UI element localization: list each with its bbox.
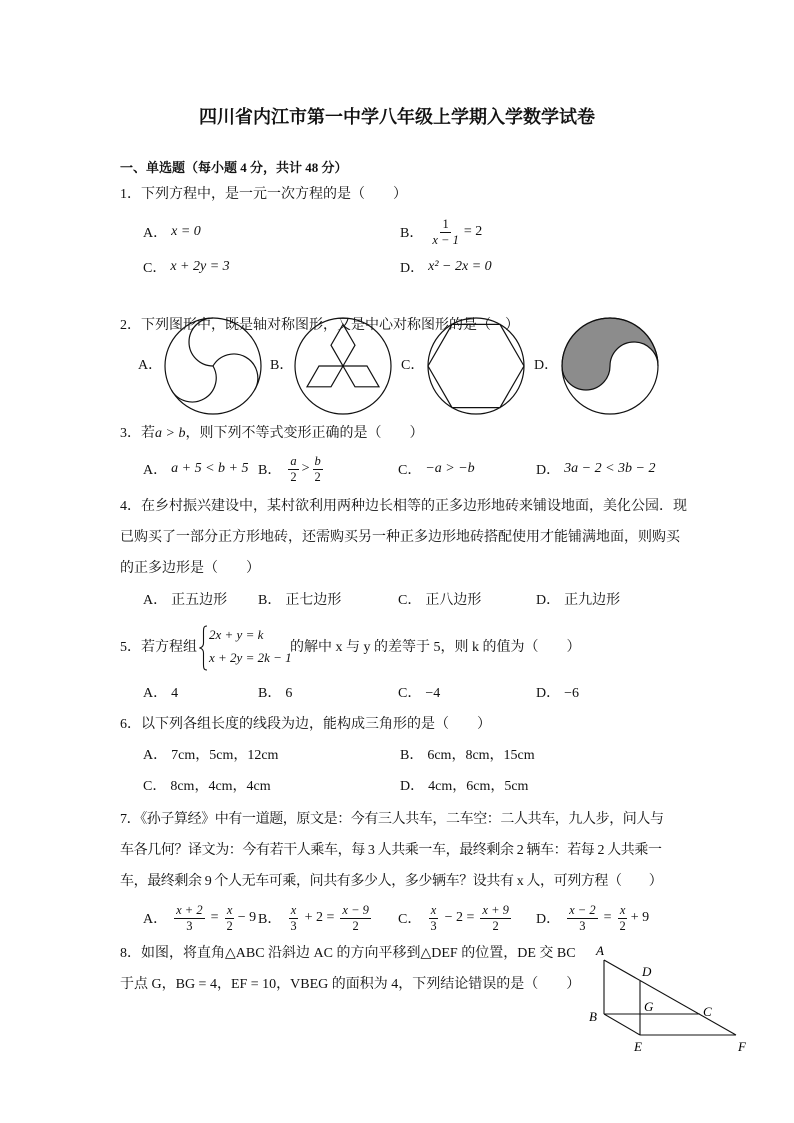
q8-stem-line: 于点 G，BG = 4，EF = 10，VBEG 的面积为 4，下列结论错误的是（ ）: [120, 977, 581, 992]
q1-option-b: [400, 214, 482, 250]
option-label: D．: [536, 912, 561, 927]
segment-be: [604, 1014, 640, 1035]
option-label: B．: [258, 593, 282, 608]
numerator: x: [226, 902, 233, 917]
q6-option-a: [143, 746, 278, 766]
numerator: a: [290, 453, 297, 468]
segment-af: [604, 960, 736, 1035]
q1-stem: 1．下列方程中，是一元一次方程的是（ ）: [120, 187, 407, 202]
q7-option-d: [536, 900, 649, 936]
option-label: A．: [143, 463, 168, 478]
stem-math: a > b: [155, 426, 186, 441]
brace-icon: [199, 625, 208, 671]
option-label: B．: [258, 463, 282, 478]
q4-option-c: [398, 591, 481, 611]
option-label: A．: [143, 593, 168, 608]
q8-stem-line: 8．如图，将直角△ABC 沿斜边 AC 的方向平移到△DEF 的位置，DE 交 BC: [120, 946, 576, 961]
option-label: B．: [400, 748, 424, 763]
option-label: D．: [536, 463, 561, 478]
option-label: C．: [143, 779, 167, 794]
option-math: x² − 2x = 0: [428, 259, 492, 274]
q4-stem-line: 的正多边形是（ ）: [120, 561, 260, 576]
q4-option-b: [258, 591, 341, 611]
option-label: D．: [400, 779, 425, 794]
option-text: 正八边形: [425, 593, 482, 608]
fraction: [480, 903, 510, 934]
option-label: B．: [258, 912, 282, 927]
fraction: [430, 217, 460, 248]
fraction: [340, 903, 370, 934]
option-text: 正九边形: [564, 593, 621, 608]
q4-stem-line: 已购买了一部分正方形地砖，还需购买另一种正多边形地砖搭配使用才能铺满地面，则购买: [120, 530, 680, 545]
q3-option-a: [143, 451, 248, 487]
option-label: D．: [536, 593, 561, 608]
option-text: 6: [285, 686, 293, 701]
option-label: B．: [400, 226, 424, 241]
q2-label-b: B．: [270, 358, 294, 373]
fraction: [567, 903, 597, 934]
option-label: D．: [400, 261, 425, 276]
q7-option-b: [258, 900, 374, 936]
q5-option-d: [536, 684, 579, 704]
option-math: a + 5 < b + 5: [171, 461, 249, 476]
q7-stem-line: 车，最终剩余 9 个人无车可乘，问共有多少人，多少辆车？设共有 x 人，可列方程（ ）: [120, 874, 663, 889]
q5-option-c: [398, 684, 440, 704]
q6-option-c: [143, 777, 271, 797]
q5-equation-2: x + 2y = 2k − 1: [209, 650, 292, 665]
option-text: 4: [171, 686, 179, 701]
fraction: [288, 903, 298, 934]
point-label-e: E: [634, 1039, 642, 1054]
denominator: 2: [226, 918, 233, 933]
denominator: x − 1: [432, 232, 459, 247]
q7-option-a: [143, 900, 256, 936]
q3-stem: [120, 424, 423, 444]
point-label-f: F: [738, 1039, 746, 1054]
q3-option-b: [258, 451, 326, 487]
q6-option-b: [400, 746, 535, 766]
q2-label-d: D．: [534, 358, 559, 373]
option-operator: =: [210, 910, 219, 925]
point-label-a: A: [596, 943, 604, 958]
q2-stem: 2．下列图形中，既是轴对称图形，又是中心对称图形的是（ ）: [120, 318, 519, 333]
option-label: A．: [143, 748, 168, 763]
option-text: 正七边形: [285, 593, 342, 608]
option-text: 正五边形: [171, 593, 228, 608]
numerator: x: [619, 902, 626, 917]
denominator: 3: [290, 918, 297, 933]
option-math: 3a − 2 < 3b − 2: [564, 461, 656, 476]
swirl-circle-icon: [165, 318, 261, 414]
q2-figures: [0, 312, 794, 422]
q1-option-d: [400, 249, 492, 285]
option-label: C．: [398, 686, 422, 701]
yin-yang-circle-icon: [562, 318, 658, 414]
option-tail: + 9: [630, 910, 650, 925]
section-title: 一、单选题（每小题 4 分，共计 48 分）: [120, 160, 348, 175]
q5-option-b: [258, 684, 292, 704]
numerator: b: [314, 453, 321, 468]
option-label: B．: [258, 686, 282, 701]
q5-equation-1: 2x + y = k: [209, 627, 264, 642]
q5-stem-prefix: 5．若方程组: [120, 640, 197, 655]
numerator: x − 9: [342, 902, 369, 917]
numerator: x + 9: [482, 902, 509, 917]
option-text: 8cm，4cm，4cm: [170, 779, 271, 794]
q8-triangle-figure: [585, 940, 757, 1058]
option-label: C．: [398, 593, 422, 608]
option-label: A．: [143, 226, 168, 241]
shaded-region: [562, 318, 658, 390]
option-text: 4cm，6cm，5cm: [428, 779, 529, 794]
q7-stem-line: 车各几何？译文为：今有若干人乘车，每 3 人共乘一车，最终剩余 2 辆车：若每 2 人共乘一: [120, 843, 662, 858]
numerator: x: [430, 902, 437, 917]
q6-option-d: [400, 777, 528, 797]
denominator: 2: [314, 469, 321, 484]
option-text: −4: [425, 686, 441, 701]
denominator: 3: [430, 918, 437, 933]
stem-text: ，则下列不等式变形正确的是（ ）: [185, 426, 424, 441]
point-label-d: D: [642, 964, 652, 979]
denominator: 2: [492, 918, 499, 933]
fraction: [313, 454, 323, 485]
option-text: 7cm，5cm，12cm: [171, 748, 279, 763]
option-label: D．: [536, 686, 561, 701]
option-text: −6: [564, 686, 580, 701]
option-operator: − 2 =: [444, 910, 475, 925]
option-label: C．: [398, 463, 422, 478]
fraction: [225, 903, 235, 934]
q2-label-c: C．: [401, 358, 425, 373]
option-math: = 2: [463, 224, 483, 239]
point-label-b: B: [589, 1009, 597, 1024]
hexagon-circle-icon: [428, 318, 524, 414]
fraction: [618, 903, 628, 934]
stem-text: 3．若: [120, 426, 155, 441]
option-label: A．: [143, 912, 168, 927]
numerator: x − 2: [569, 902, 596, 917]
option-math: x = 0: [171, 224, 201, 239]
q4-stem-line: 4．在乡村振兴建设中，某村欲利用两种边长相等的正多边形地砖来铺设地面，美化公园．现: [120, 499, 687, 514]
exam-title: 四川省内江市第一中学八年级上学期入学数学试卷: [199, 107, 595, 127]
option-label: C．: [143, 261, 167, 276]
q2-label-a: A．: [138, 358, 163, 373]
point-label-g: G: [644, 999, 654, 1014]
fraction: [288, 454, 298, 485]
q5-stem-suffix: 的解中 x 与 y 的差等于 5，则 k 的值为（ ）: [290, 640, 581, 655]
denominator: 3: [186, 918, 193, 933]
option-text: 6cm，8cm，15cm: [427, 748, 535, 763]
q5-option-a: [143, 684, 178, 704]
q1-option-a: [143, 214, 201, 250]
q4-option-a: [143, 591, 227, 611]
option-label: C．: [398, 912, 422, 927]
q3-option-d: [536, 451, 655, 487]
fraction: [428, 903, 438, 934]
option-label: A．: [143, 686, 168, 701]
denominator: 2: [619, 918, 626, 933]
option-tail: − 9: [237, 910, 257, 925]
rhombus-circle-icon: [295, 318, 391, 414]
q7-option-c: [398, 900, 514, 936]
q7-stem-line: 7．《孙子算经》中有一道题，原文是：今有三人共车，二车空：二人共车，九人步，问人与: [120, 812, 664, 827]
q1-option-c: [143, 249, 230, 285]
denominator: 2: [290, 469, 297, 484]
option-math: −a > −b: [425, 461, 475, 476]
option-operator: >: [301, 461, 310, 476]
numerator: x: [290, 902, 297, 917]
q6-stem: 6．以下列各组长度的线段为边，能构成三角形的是（ ）: [120, 717, 491, 732]
fraction: [174, 903, 204, 934]
q4-option-d: [536, 591, 620, 611]
numerator: x + 2: [176, 902, 203, 917]
option-math: x + 2y = 3: [170, 259, 230, 274]
numerator: 1: [442, 216, 449, 231]
denominator: 2: [352, 918, 359, 933]
option-operator: + 2 =: [304, 910, 335, 925]
denominator: 3: [579, 918, 586, 933]
point-label-c: C: [703, 1004, 712, 1019]
q3-option-c: [398, 451, 475, 487]
option-operator: =: [603, 910, 612, 925]
